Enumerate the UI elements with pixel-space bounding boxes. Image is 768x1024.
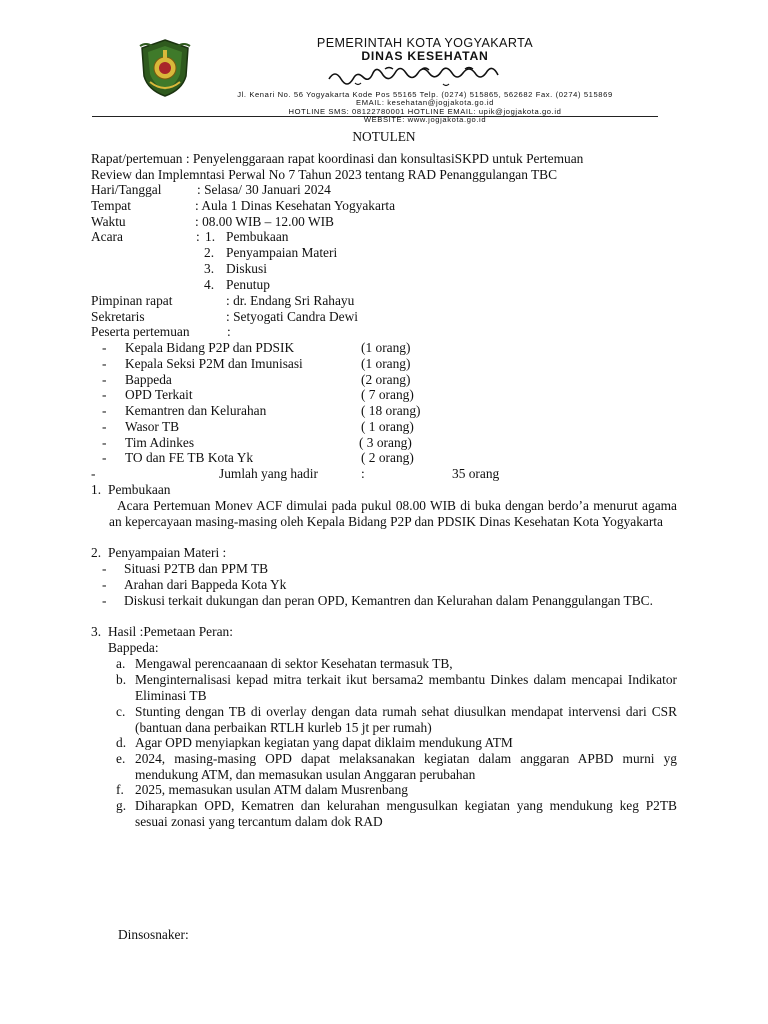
letterhead-website: WEBSITE: www.jogjakota.go.id xyxy=(363,115,487,125)
participant-count: (1 orang) xyxy=(361,340,411,355)
total-label: Jumlah yang hadir xyxy=(219,466,318,481)
peran-item: Stunting dengan TB di overlay dengan data rumah sehat diusulkan mendapat intervensi dari CSR (bantuan dana perbaikan RTLH kurleb 15 jt per rumah) xyxy=(135,704,677,735)
waktu-value: : 08.00 WIB – 12.00 WIB xyxy=(195,214,334,229)
participant-name: Tim Adinkes xyxy=(125,435,195,450)
materi-bullet: - xyxy=(102,577,107,592)
total-bullet: - xyxy=(91,466,96,481)
participant-count: ( 7 orang) xyxy=(361,387,414,402)
peran-letter: f. xyxy=(116,782,124,797)
rapat-line-2: Review dan Implemntasi Perwal No 7 Tahun 2023 tentang RAD Penanggulangan TBC xyxy=(91,167,558,182)
acara-num: 4. xyxy=(204,277,215,292)
participant-bullet: - xyxy=(102,435,107,450)
peran-letter: a. xyxy=(116,656,126,671)
peran-letter: d. xyxy=(116,735,127,750)
participant-name: Wasor TB xyxy=(125,419,180,434)
participant-name: Kepala Seksi P2M dan Imunisasi xyxy=(125,356,303,371)
letterhead-hotline: HOTLINE SMS: 08122780001 HOTLINE EMAIL: upik@jogjakota.go.id xyxy=(288,106,562,116)
participant-name: Kepala Bidang P2P dan PDSIK xyxy=(125,340,295,355)
participant-count: ( 2 orang) xyxy=(361,450,414,465)
peserta-label: Peserta pertemuan xyxy=(91,324,190,339)
tempat-label: Tempat xyxy=(91,198,131,213)
section-1-number: 1. xyxy=(91,482,102,497)
total-value: 35 orang xyxy=(452,466,500,481)
section-2-number: 2. xyxy=(91,545,102,560)
javanese-script-logo xyxy=(325,65,525,87)
section-1-paragraph: Acara Pertemuan Monev ACF dimulai pada pukul 08.00 WIB di buka dengan berdo’a menurut agama an kepercayaan masing-masing oleh Kepala Bidang P2P dan PDSIK Dinas Kesehatan Kota Yogyakarta xyxy=(109,498,677,529)
peran-item: Menginternalisasi kepad mitra terkait ikut bersama2 membantu Dinkes dalam mencapai Indikator Eliminasi TB xyxy=(135,672,677,703)
gov-name: PEMERINTAH KOTA YOGYAKARTA xyxy=(316,36,534,50)
hari-label: Hari/Tanggal xyxy=(91,182,162,197)
section-3-subheading: Bappeda: xyxy=(108,640,159,655)
peran-letter: b. xyxy=(116,672,127,687)
rapat-line-1: Rapat/pertemuan : Penyelenggaraan rapat koordinasi dan konsultasiSKPD untuk Pertemuan xyxy=(91,151,584,166)
peran-item: 2024, masing-masing OPD dapat melaksanakan kegiatan dalam anggaran APBD murni yg mendukung ATM, dan memasukan usulan Anggaran perubahan xyxy=(135,751,677,782)
letterhead xyxy=(92,36,658,125)
acara-num: 1. xyxy=(205,229,216,244)
acara-item: Diskusi xyxy=(226,261,267,276)
participant-count: (1 orang) xyxy=(361,356,411,371)
acara-num: 3. xyxy=(204,261,215,276)
participant-count: ( 18 orang) xyxy=(361,403,421,418)
participant-bullet: - xyxy=(102,419,107,434)
letterhead-text xyxy=(212,36,638,125)
letterhead-address: Jl. Kenari No. 56 Yogyakarta Kode Pos 55165 Telp. (0274) 515865, 562682 Fax. (0274) 515869 xyxy=(237,89,613,99)
peran-item: 2025, memasukan usulan ATM dalam Musrenbang xyxy=(135,782,408,797)
materi-bullet: - xyxy=(102,561,107,576)
materi-item: Situasi P2TB dan PPM TB xyxy=(124,561,269,576)
peran-letter: g. xyxy=(116,798,127,813)
dinsosnaker-heading: Dinsosnaker: xyxy=(118,927,189,942)
hari-value: : Selasa/ 30 Januari 2024 xyxy=(197,182,331,197)
participant-count: (2 orang) xyxy=(361,372,411,387)
acara-item: Pembukaan xyxy=(226,229,289,244)
waktu-label: Waktu xyxy=(91,214,126,229)
pimpinan-label: Pimpinan rapat xyxy=(91,293,173,308)
participant-count: ( 1 orang) xyxy=(361,419,414,434)
participant-bullet: - xyxy=(102,403,107,418)
city-emblem-icon xyxy=(136,38,194,98)
section-3-title: Hasil :Pemetaan Peran: xyxy=(108,624,233,639)
peran-letter: c. xyxy=(116,704,126,719)
peran-item: Mengawal perencaanaan di sektor Kesehatan termasuk TB, xyxy=(135,656,453,671)
tempat-value: : Aula 1 Dinas Kesehatan Yogyakarta xyxy=(195,198,396,213)
sekretaris-label: Sekretaris xyxy=(91,309,145,324)
document-title: NOTULEN xyxy=(352,129,416,144)
section-2-title: Penyampaian Materi : xyxy=(108,545,227,560)
participant-bullet: - xyxy=(102,340,107,355)
peserta-colon: : xyxy=(227,324,231,339)
participant-bullet: - xyxy=(102,372,107,387)
acara-item: Penutup xyxy=(226,277,270,292)
participant-name: Kemantren dan Kelurahan xyxy=(125,403,267,418)
participant-name: Bappeda xyxy=(125,372,172,387)
materi-bullet: - xyxy=(102,593,107,608)
acara-item: Penyampaian Materi xyxy=(226,245,338,260)
dept-name: DINAS KESEHATAN xyxy=(361,49,489,63)
pimpinan-value: : dr. Endang Sri Rahayu xyxy=(226,293,355,308)
acara-num: 2. xyxy=(204,245,215,260)
materi-item: Arahan dari Bappeda Kota Yk xyxy=(124,577,287,592)
section-3-number: 3. xyxy=(91,624,102,639)
sekretaris-value: : Setyogati Candra Dewi xyxy=(226,309,359,324)
section-1-title: Pembukaan xyxy=(108,482,171,497)
letterhead-email: EMAIL: kesehatan@jogjakota.go.id xyxy=(356,98,494,108)
participant-name: OPD Terkait xyxy=(125,387,193,402)
participant-bullet: - xyxy=(102,356,107,371)
total-colon: : xyxy=(361,466,365,481)
materi-item: Diskusi terkait dukungan dan peran OPD, Kemantren dan Kelurahan dalam Penanggulangan TBC. xyxy=(124,593,653,608)
participant-bullet: - xyxy=(102,450,107,465)
letterhead-divider xyxy=(92,116,658,117)
peran-letter: e. xyxy=(116,751,126,766)
participant-bullet: - xyxy=(102,387,107,402)
participant-name: TO dan FE TB Kota Yk xyxy=(125,450,254,465)
peran-item: Agar OPD menyiapkan kegiatan yang dapat diklaim mendukung ATM xyxy=(135,735,513,750)
acara-colon: : xyxy=(196,229,200,244)
acara-label: Acara xyxy=(91,229,123,244)
participant-count: ( 3 orang) xyxy=(359,435,412,450)
peran-item: Diharapkan OPD, Kematren dan kelurahan mengusulkan kegiatan yang mendukung keg P2TB sesuai zonasi yang tercantum dalam dok RAD xyxy=(135,798,677,829)
